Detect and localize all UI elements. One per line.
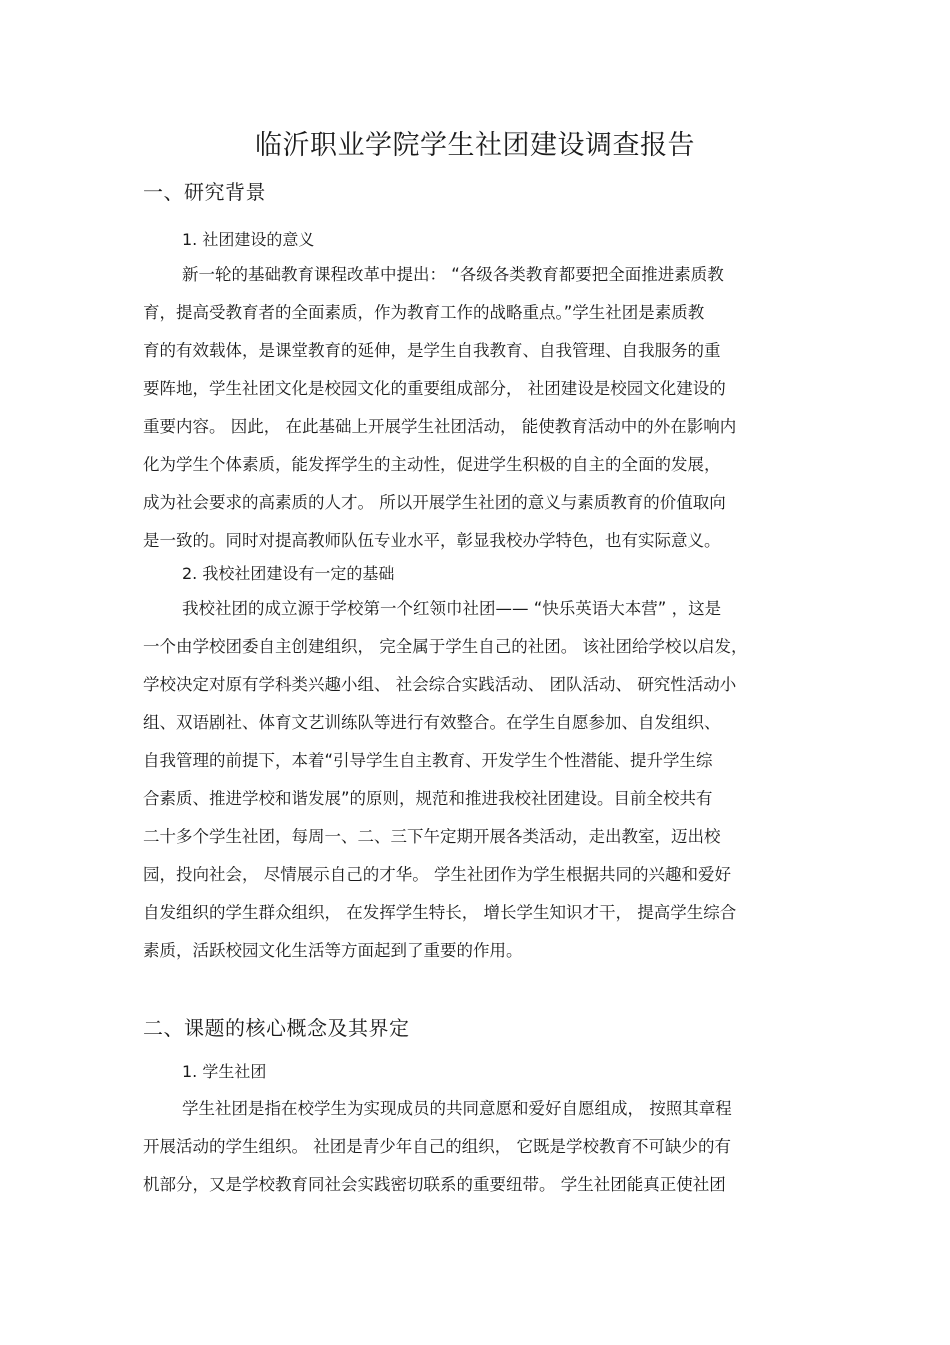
section-heading-research-background: 一、研究背景 <box>143 180 266 204</box>
paragraph-line: 机部分，又是学校教育同社会实践密切联系的重要纽带。 学生社团能真正使社团 <box>143 1175 726 1194</box>
section-heading-core-concepts: 二、课题的核心概念及其界定 <box>143 1016 410 1040</box>
paragraph-line: 组、双语剧社、体育文艺训练队等进行有效整合。在学生自愿参加、自发组织、 <box>143 713 721 732</box>
paragraph-line: 开展活动的学生组织。 社团是青少年自己的组织， 它既是学校教育不可缺少的有 <box>143 1137 731 1156</box>
paragraph-line: 我校社团的成立源于学校第一个红领巾社团—— “快乐英语大本营” ，这是 <box>182 599 722 618</box>
subsection-heading-club-foundation: 2. 我校社团建设有一定的基础 <box>182 564 395 583</box>
paragraph-student-club <box>143 1096 808 1210</box>
paragraph-line: 素质，活跃校园文化生活等方面起到了重要的作用。 <box>143 941 523 960</box>
subsection-heading-club-significance: 1. 社团建设的意义 <box>182 230 315 249</box>
paragraph-line: 育，提高受教育者的全面素质，作为教育工作的战略重点。”学生社团是素质教 <box>143 303 705 322</box>
paragraph-line: 是一致的。同时对提高教师队伍专业水平，彰显我校办学特色，也有实际意义。 <box>143 531 721 550</box>
subsection-heading-student-club: 1. 学生社团 <box>182 1062 267 1081</box>
paragraph-line: 合素质、推进学校和谐发展”的原则，规范和推进我校社团建设。目前全校共有 <box>143 789 713 808</box>
paragraph-line: 重要内容。 因此， 在此基础上开展学生社团活动， 能使教育活动中的外在影响内 <box>143 417 737 436</box>
paragraph-line: 自我管理的前提下，本着“引导学生自主教育、开发学生个性潜能、提升学生综 <box>143 751 713 770</box>
document-title: 临沂职业学院学生社团建设调查报告 <box>255 130 695 161</box>
paragraph-line: 学校决定对原有学科类兴趣小组、 社会综合实践活动、 团队活动、 研究性活动小 <box>143 675 737 694</box>
paragraph-line: 园，投向社会， 尽情展示自己的才华。 学生社团作为学生根据共同的兴趣和爱好 <box>143 865 731 884</box>
paragraph-line: 学生社团是指在校学生为实现成员的共同意愿和爱好自愿组成， 按照其章程 <box>182 1099 732 1118</box>
paragraph-line: 化为学生个体素质，能发挥学生的主动性，促进学生积极的自主的全面的发展， <box>143 455 721 474</box>
paragraph-line: 成为社会要求的高素质的人才。 所以开展学生社团的意义与素质教育的价值取向 <box>143 493 726 512</box>
paragraph-line: 自发组织的学生群众组织， 在发挥学生特长， 增长学生知识才干， 提高学生综合 <box>143 903 737 922</box>
paragraph-club-foundation <box>143 596 808 976</box>
paragraph-line: 要阵地，学生社团文化是校园文化的重要组成部分， 社团建设是校园文化建设的 <box>143 379 726 398</box>
paragraph-line: 一个由学校团委自主创建组织， 完全属于学生自己的社团。 该社团给学校以启发， <box>143 637 748 656</box>
paragraph-club-significance <box>143 262 808 566</box>
paragraph-line: 二十多个学生社团，每周一、二、三下午定期开展各类活动，走出教室，迈出校 <box>143 827 721 846</box>
paragraph-line: 新一轮的基础教育课程改革中提出： “各级各类教育都要把全面推进素质教 <box>182 265 724 284</box>
paragraph-line: 育的有效载体，是课堂教育的延伸，是学生自我教育、自我管理、自我服务的重 <box>143 341 721 360</box>
